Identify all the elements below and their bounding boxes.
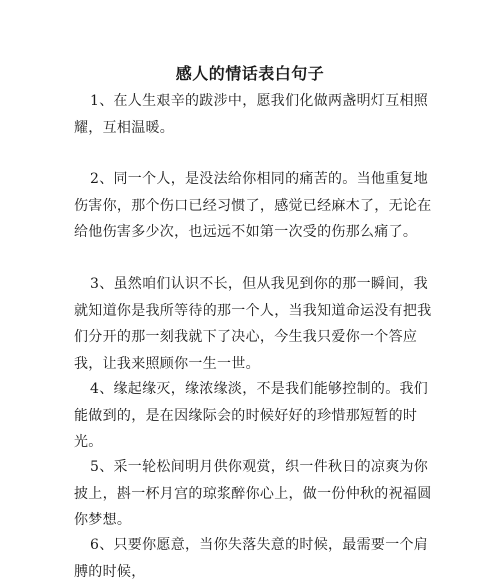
paragraph-6: 6、只要你愿意，当你失落失意的时候，最需要一个肩膊的时候， [74, 537, 429, 580]
paragraph-3: 3、虽然咱们认识不长，但从我见到你的那一瞬间，我就知道你是我所等待的那一个人，当我知道命运没有把我们分开的那一刻我就下了决心，今生我只爱你一个答应我，让我来照顾你一生一世。 [74, 276, 432, 372]
document-title: 感人的情话表白句子 [175, 64, 325, 83]
paragraph-5: 5、采一轮松间明月供你观赏，织一件秋日的凉爽为你披上，斟一杯月宫的琼浆醉你心上，做一份仲秋的祝福圆你梦想。 [74, 459, 432, 528]
paragraph-1: 1、在人生艰辛的跋涉中，愿我们化做两盏明灯互相照耀，互相温暖。 [74, 93, 429, 136]
paragraph-2: 2、同一个人，是没法给你相同的痛苦的。当他重复地伤害你，那个伤口已经习惯了，感觉已经麻木了，无论在给他伤害多少次，也远远不如第一次受的伤那么痛了。 [74, 171, 432, 240]
paragraph-4: 4、缘起缘灭，缘浓缘淡，不是我们能够控制的。我们能做到的，是在因缘际会的时候好好的珍惜那短暂的时光。 [74, 381, 429, 450]
